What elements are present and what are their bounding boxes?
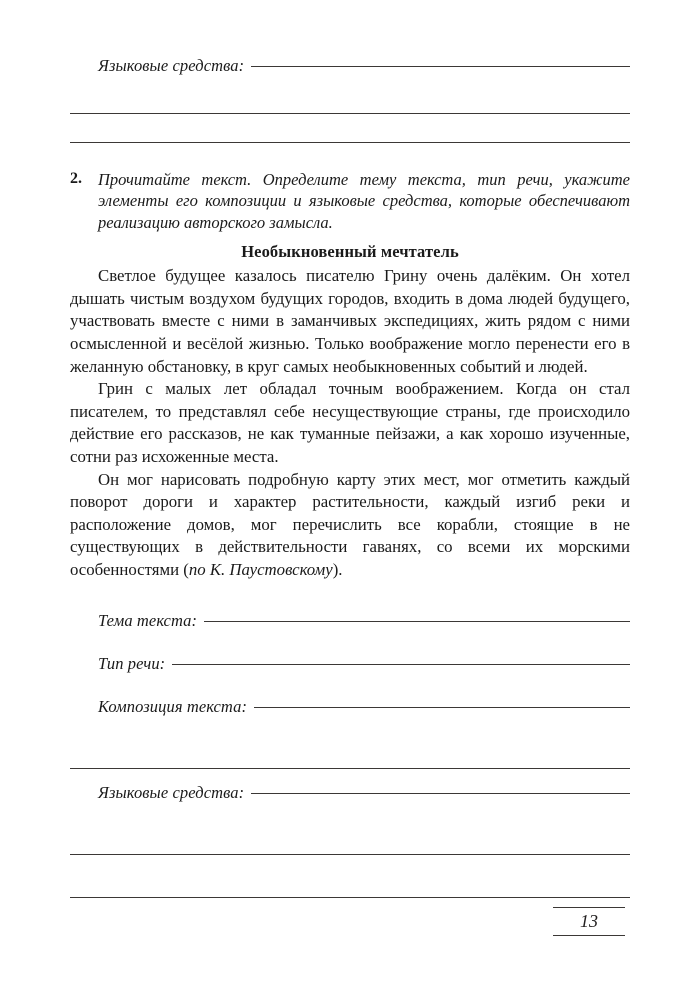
answer-fields-section <box>70 593 630 898</box>
rule <box>70 854 630 855</box>
field-write-line-speech-type[interactable] <box>172 664 630 665</box>
passage-title: Необыкновенный мечтатель <box>241 242 459 262</box>
field-label-speech-type: Тип речи: <box>98 654 166 674</box>
field-row-language-means-top[interactable] <box>70 56 630 85</box>
rule <box>70 142 630 143</box>
field-write-line-theme[interactable] <box>204 621 630 622</box>
blank-write-line-bottom-1[interactable] <box>70 826 630 855</box>
field-write-line-composition[interactable] <box>254 707 630 708</box>
spacer <box>70 143 630 169</box>
exercise-number: 2. <box>70 170 82 187</box>
passage-attribution: по К. Паустовскому <box>188 559 333 579</box>
spacer <box>70 593 630 611</box>
field-row-language-means[interactable] <box>70 783 630 812</box>
passage-paragraph-2: Грин с малых лет обладал точным воображением. Когда он стал писателем, то представлял себе несуществующие страны, где происходило действие его рассказов, не как туманные пейзажи, а как хорошо изученные, сотни раз исхоженные места. <box>70 379 630 466</box>
top-answer-section <box>70 0 630 143</box>
field-row-composition[interactable] <box>70 697 630 726</box>
blank-write-line-composition-1[interactable] <box>70 740 630 769</box>
blank-write-line-top-2[interactable] <box>70 114 630 143</box>
passage-attribution-close: ). <box>332 559 343 579</box>
field-label-composition: Композиция текста: <box>98 697 248 717</box>
field-label-theme: Тема текста: <box>98 611 198 631</box>
rule <box>70 768 630 769</box>
passage-paragraph-1: Светлое будущее казалось писателю Грину очень далёким. Он хотел дышать чистым воздухом будущих городов, входить в дома людей будущего, участвовать вместе с ними в заманчивых экспедициях, жить рядом с ними осмысленной и весёлой жизнью. Только воображение могло перенести его в желанную обстановку, в круг самых необыкновенных событий и людей. <box>70 266 630 376</box>
spacer <box>70 769 630 783</box>
blank-write-line-bottom-2[interactable] <box>70 869 630 898</box>
exercise-2 <box>70 169 630 233</box>
spacer <box>70 726 630 740</box>
rule <box>70 113 630 114</box>
page-number: 13 <box>580 911 598 931</box>
page-number-rule-bottom <box>553 935 625 936</box>
blank-write-line-top-1[interactable] <box>70 85 630 114</box>
rule <box>70 897 630 898</box>
passage-body <box>70 265 630 581</box>
field-row-speech-type[interactable] <box>70 654 630 683</box>
spacer <box>70 812 630 826</box>
exercise-instruction: Прочитайте текст. Определите тему текста, тип речи, укажите элементы его композиции и языковые средства, которые обеспечивают реализацию авторского замысла. <box>98 170 630 232</box>
page-number-block <box>553 907 625 936</box>
passage-paragraph-3-text: Он мог нарисовать подробную карту этих мест, мог отметить каждый поворот дороги и характер растительности, каждый изгиб реки и расположение домов, мог перечислить все корабли, стоящие в не существующих в действительности гаванях, со всеми их морскими особенностями ( <box>70 469 630 579</box>
field-label-language-means: Языковые средства: <box>98 783 245 803</box>
field-write-line-top[interactable] <box>251 66 630 67</box>
field-label-language-means-top: Языковые средства: <box>98 56 245 75</box>
spacer <box>70 581 630 593</box>
field-row-theme[interactable] <box>70 611 630 640</box>
field-write-line-language-means[interactable] <box>251 793 630 794</box>
passage-paragraph-3 <box>70 469 630 582</box>
spacer <box>70 640 630 654</box>
spacer <box>70 855 630 869</box>
spacer <box>70 683 630 697</box>
